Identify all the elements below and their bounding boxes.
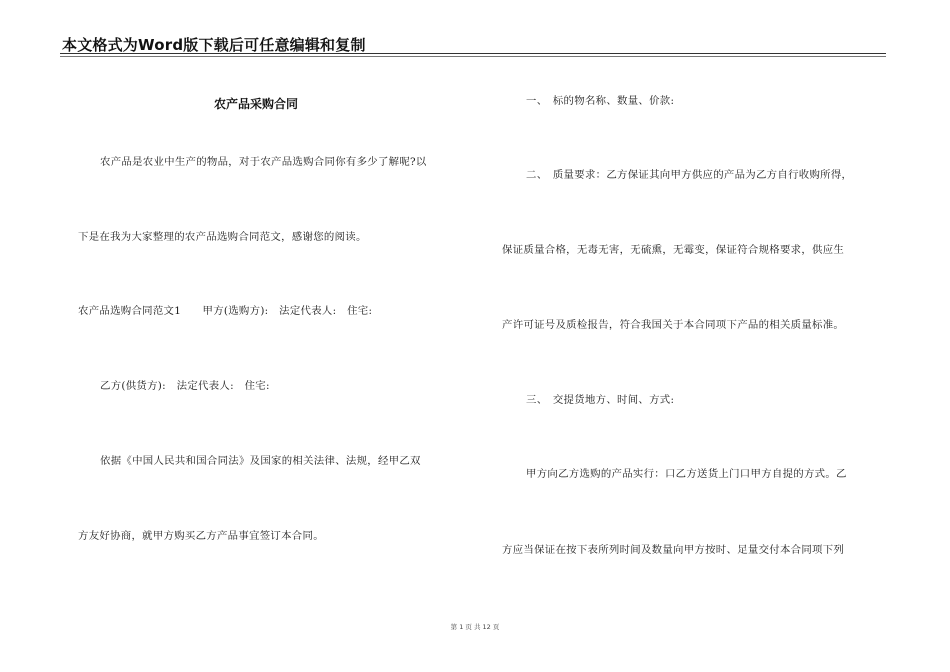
banner-divider-thin xyxy=(60,56,886,57)
right-paragraph-line: 保证质量合格，无毒无害，无硫熏，无霉变，保证符合规格要求，供应生 xyxy=(502,244,845,256)
left-paragraph-line: 乙方(供货方): 法定代表人: 住宅: xyxy=(100,380,270,392)
document-title: 农产品采购合同 xyxy=(214,97,299,111)
right-paragraph-line: 甲方向乙方选购的产品实行：口乙方送货上门口甲方自提的方式。乙 xyxy=(526,468,847,480)
left-paragraph-line: 农产品是农业中生产的物品，对于农产品选购合同你有多少了解呢?以 xyxy=(100,156,427,168)
right-paragraph-line: 产许可证号及质检报告，符合我国关于本合同项下产品的相关质量标准。 xyxy=(502,319,845,331)
left-paragraph-line: 方友好协商，就甲方购买乙方产品事宜签订本合同。 xyxy=(78,530,324,542)
page-number: 第 1 页 共 12 页 xyxy=(450,623,500,631)
right-paragraph-line: 二、 质量要求：乙方保证其向甲方供应的产品为乙方自行收购所得， xyxy=(526,169,853,181)
left-paragraph-line: 下是在我为大家整理的农产品选购合同范文，感谢您的阅读。 xyxy=(78,231,367,243)
left-paragraph-line: 农产品选购合同范文1 甲方(选购方): 法定代表人: 住宅: xyxy=(78,305,373,317)
right-paragraph-line: 方应当保证在按下表所列时间及数量向甲方按时、足量交付本合同项下列 xyxy=(502,544,845,556)
banner-divider xyxy=(60,53,886,54)
right-paragraph-line: 一、 标的物名称、数量、价款: xyxy=(526,95,675,107)
document-banner: 本文格式为Word版下载后可任意编辑和复制 xyxy=(62,36,366,54)
right-paragraph-line: 三、 交提货地方、时间、方式: xyxy=(526,394,675,406)
left-paragraph-line: 依据《中国人民共和国合同法》及国家的相关法律、法规，经甲乙双 xyxy=(100,455,421,467)
